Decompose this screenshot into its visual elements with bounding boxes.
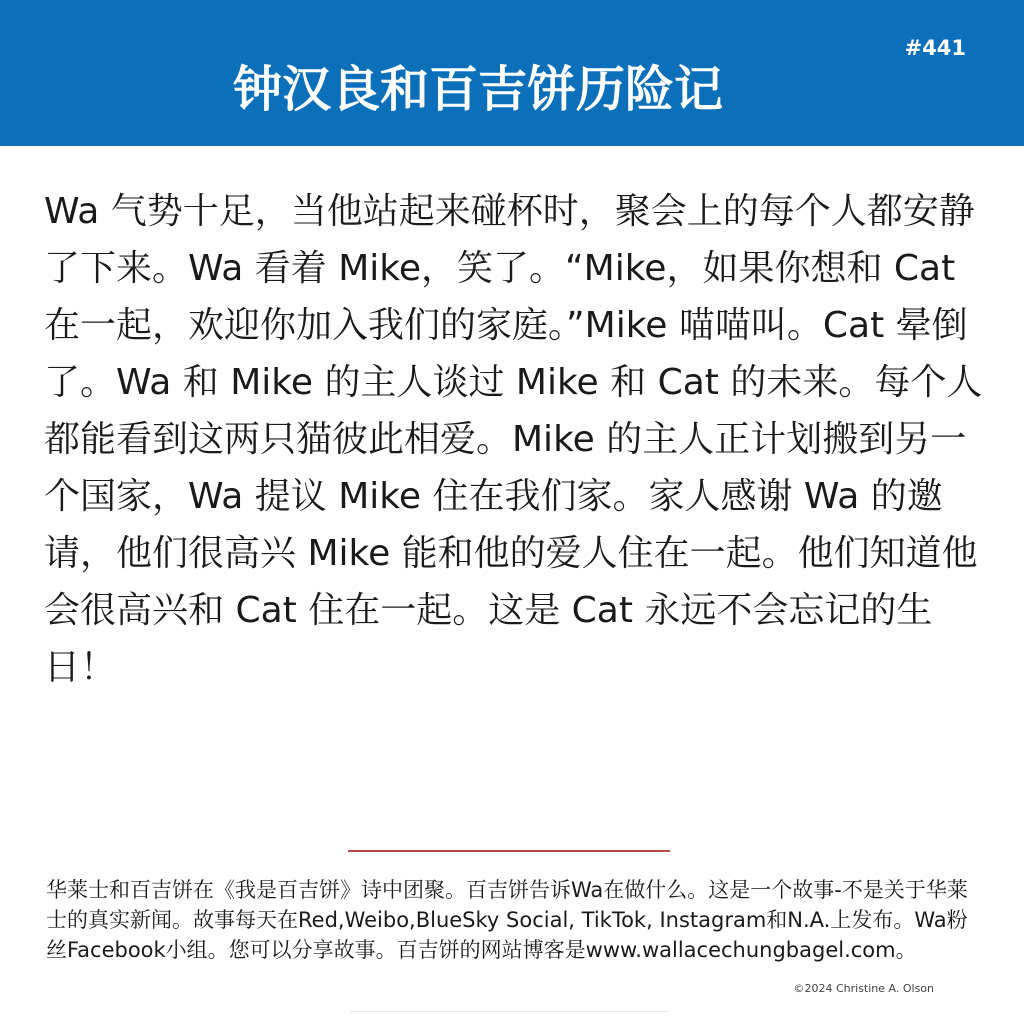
- footer-note: 华莱士和百吉饼在《我是百吉饼》诗中团聚。百吉饼告诉Wa在做什么。这是一个故事-不是关于华莱士的真实新闻。故事每天在Red,Weibo,BlueSky Social, TikTok, Instagram和N.A.上发布。Wa粉丝Facebook小组。您可以分享故事。百吉饼的网站博客是www.wallacechungbagel.com。: [46, 878, 968, 962]
- title-banner: [0, 0, 1024, 146]
- copyright-text: ©2024 Christine A. Olson: [793, 982, 934, 995]
- issue-number: #441: [904, 36, 966, 60]
- page-title: 钟汉良和百吉饼历险记: [232, 61, 723, 118]
- footer-divider: [348, 850, 670, 852]
- bottom-rule: [350, 1011, 668, 1012]
- story-text: Wa 气势十足，当他站起来碰杯时，聚会上的每个人都安静了下来。Wa 看着 Mike，笑了。“Mike，如果你想和 Cat 在一起，欢迎你加入我们的家庭。”Mike 喵喵叫。Cat 晕倒了。Wa 和 Mike 的主人谈过 Mike 和 Cat 的未来。每个人都能看到这两只猫彼此相爱。Mike 的主人正计划搬到另一个国家，Wa 提议 Mike 住在我们家。家人感谢 Wa 的邀请，他们很高兴 Mike 能和他的爱人住在一起。他们知道他会很高兴和 Cat 住在一起。这是 Cat 永远不会忘记的生日！: [44, 191, 983, 688]
